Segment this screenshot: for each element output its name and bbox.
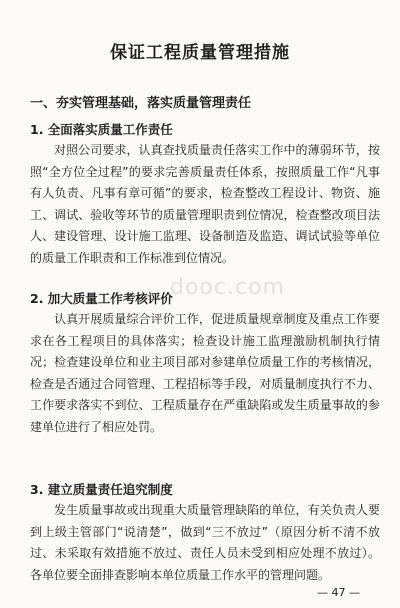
subsection-paragraph-2: 认真开展质量综合评价工作，促进质量规章制度及重点工作要求在各工程项目的具体落实；检查设计施工监理激励机制执行情况；检查建设单位和业主项目部对参建单位质量工作的考核情况，检查是否通过合同管理、工程招标等手段，对质量制度执行不力、工作要求落实不到位、工程质量存在严重缺陷或发生质量事故的参建单位进行了相应处罚。 [30, 312, 380, 434]
page-number: — 47 — [317, 586, 360, 599]
page-title: 保证工程质量管理措施 [110, 43, 290, 63]
subsection-paragraph-1: 对照公司要求，认真查找质量责任落实工作中的薄弱环节，按照“全方位全过程”的要求完善质量责任体系，按照质量工作“凡事有人负责、凡事有章可循”的要求，检查整改工程设计、物资、施工、调试、验收等环节的质量管理职责到位情况，检查整改项目法人、建设管理、设计施工监理、设备制造及监造、调试试验等单位的质量工作职责和工作标准到位情况。 [30, 143, 380, 265]
subsection-heading-1: 1. 全面落实质量工作责任 [30, 122, 173, 137]
subsection-heading-3: 3. 建立质量责任追究制度 [30, 482, 173, 497]
subsection-paragraph-3: 发生质量事故或出现重大质量管理缺陷的单位，有关负责人要到上级主管部门“说清楚”，做到“三不放过”（原因分析不清不放过、未采取有效措施不放过、责任人员未受到相应处理不放过）。各单位要全面排查影响本单位质量工作水平的管理问题。 [30, 503, 380, 582]
section-heading: 一、夯实管理基础，落实质量管理责任 [30, 96, 252, 111]
subsection-heading-2: 2. 加大质量工作考核评价 [30, 291, 173, 306]
watermark: dooc.com [170, 275, 285, 300]
